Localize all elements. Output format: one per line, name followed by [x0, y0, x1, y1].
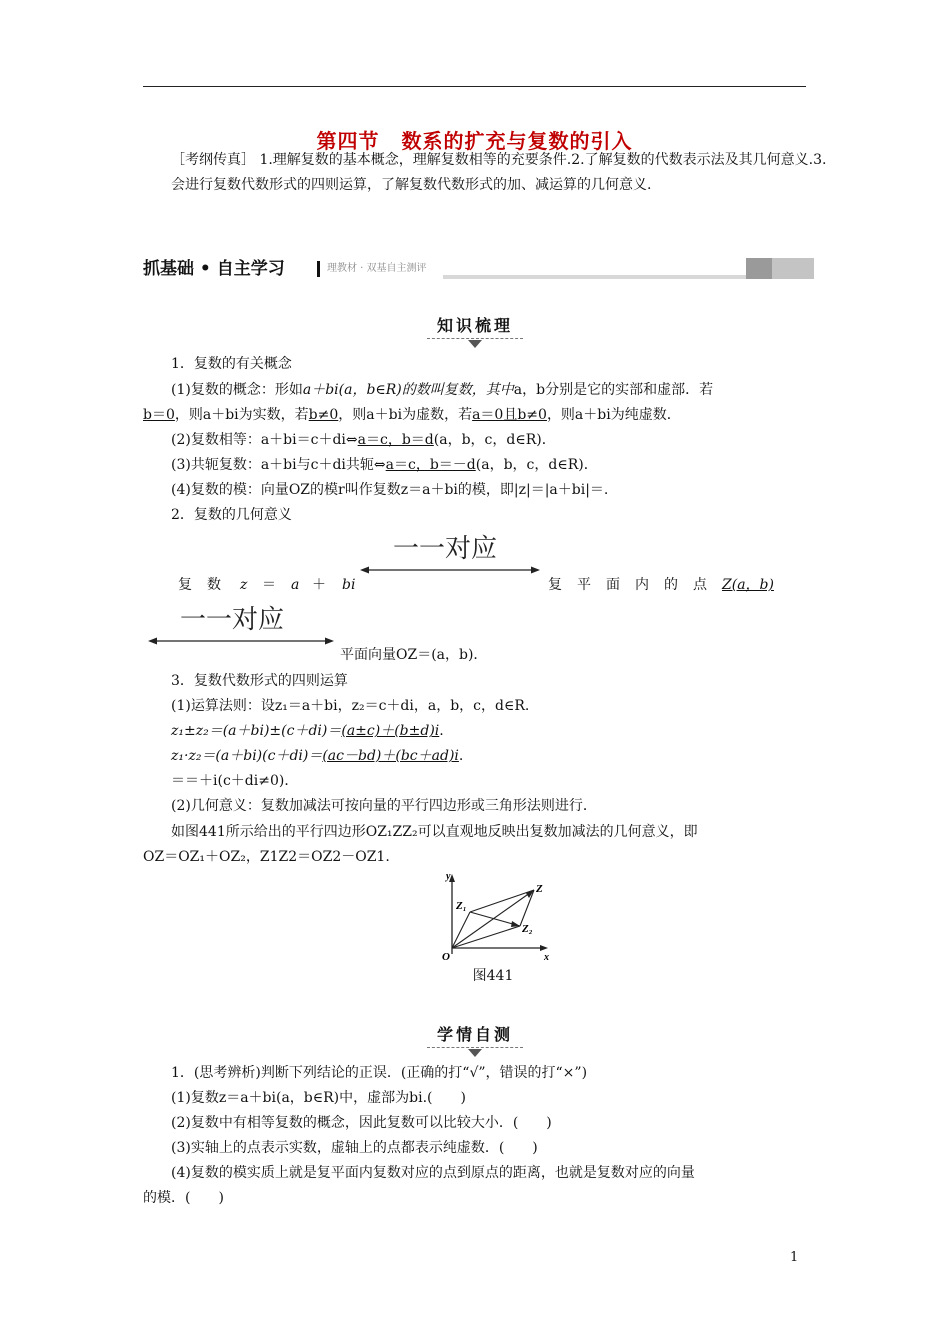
answer-blank: (a±c)＋(b±d)i: [341, 723, 440, 739]
text-run: z₁±z₂＝(a＋bi)±(c＋di)＝: [171, 723, 342, 739]
text-run: a: [291, 577, 300, 593]
modulus-line: (4)复数的模：向量OZ的模r叫作复数z＝a＋bi的模，即|z|＝|a＋bi|＝.: [171, 482, 609, 498]
point-z2-label: Z₂: [522, 923, 533, 935]
text-run: (2)复数相等：a＋bi＝c＋di⇔: [171, 432, 358, 448]
division-line: ＝＝＋i(c＋di≠0)．: [171, 773, 299, 789]
addition-line: [143, 719, 834, 744]
heading-dash: [427, 1047, 523, 1048]
text-run: 平: [577, 577, 591, 593]
knowledge-heading-label: 知识梳理: [436, 316, 513, 335]
text-run: z: [240, 577, 248, 593]
multiplication-line: [143, 744, 834, 769]
figure-caption: 图441: [472, 968, 514, 984]
vector-sum-line: OZ＝OZ₁＋OZ₂，Z1Z2＝OZ2－OZ1.: [143, 849, 390, 865]
parallelogram-figure: [432, 872, 552, 964]
self-test-heading-label: 学情自测: [436, 1025, 513, 1044]
text-run: ＋: [312, 577, 326, 593]
statement-1: (1)复数z＝a＋bi(a，b∈R)中，虚部为bi.( ): [171, 1090, 466, 1106]
question-1: 1．(思考辨析)判断下列结论的正误．(正确的打“√”，错误的打“×”): [171, 1065, 588, 1081]
answer-blank: a＝c，b＝－d: [385, 457, 476, 473]
text-run: a，b分别是它的实部和虚部．若: [513, 382, 714, 398]
page-number: 1: [790, 1250, 799, 1265]
answer-blank: (ac－bd)＋(bc＋ad)i: [322, 748, 459, 764]
axis-label-y: y: [446, 872, 451, 882]
complex-number-label: [178, 573, 358, 598]
rule-line: (1)运算法则：设z₁＝a＋bi，z₂＝c＋di，a，b，c，d∈R.: [171, 698, 530, 714]
correspondence-label-2: 一一对应: [180, 605, 285, 635]
heading-marker-icon: [468, 340, 482, 348]
x-axis-arrow-icon: [540, 945, 548, 951]
text-run: (3)共轭复数：a＋bi与c＋di共轭⇔: [171, 457, 386, 473]
title-topic: 数系的扩充与复数的引入: [401, 129, 633, 153]
double-arrow-1-icon: [360, 565, 540, 575]
title-section-number: 第四节: [316, 129, 380, 153]
answer-blank: a＝c，b＝d: [357, 432, 434, 448]
text-run: 内: [635, 577, 649, 593]
statement-3: (3)实轴上的点表示实数，虚轴上的点都表示纯虚数．( ): [171, 1140, 538, 1156]
edge-z1z: [470, 890, 534, 912]
geometry-heading: 2．复数的几何意义: [171, 507, 292, 523]
text-run: ，则a＋bi为实数，若: [174, 407, 309, 423]
text-run: ，则a＋bi为虚数，若: [338, 407, 473, 423]
band-divider: [317, 261, 320, 277]
text-run: 复: [178, 577, 192, 593]
equality-line: [143, 428, 834, 453]
band-subtitle: 理教材 · 双基自主测评: [327, 263, 427, 274]
origin-label: O: [442, 951, 450, 963]
statement-2: (2)复数中有相等复数的概念，因此复数可以比较大小．( ): [171, 1115, 552, 1131]
text-run: 点: [693, 577, 707, 593]
point-z1-label: Z₁: [456, 900, 467, 912]
kaogang-tag: ［考纲传真］: [171, 152, 255, 168]
vector-oz2: [452, 926, 520, 948]
text-run: 面: [606, 577, 620, 593]
conjugate-line: [143, 453, 834, 478]
plane-vector-label: 平面向量OZ＝(a，b)．: [340, 647, 488, 663]
knowledge-heading: [400, 313, 550, 348]
text-run: z₁·z₂＝(a＋bi)(c＋di)＝: [171, 748, 323, 764]
concept-line-1: [143, 378, 834, 403]
text-run: 的: [664, 577, 678, 593]
band-block-dark: [746, 258, 772, 279]
text-run: 数: [207, 577, 221, 593]
text-run: .: [439, 723, 444, 739]
text-run: ＝: [262, 577, 276, 593]
correspondence-label-1: 一一对应: [393, 534, 498, 564]
text-run: (a，b，c，d∈R)．: [475, 457, 598, 473]
text-run: bi: [342, 577, 356, 593]
header-rule: [143, 86, 806, 87]
concept-heading: 1．复数的有关概念: [171, 356, 292, 372]
answer-blank: a＝0且b≠0: [472, 407, 547, 423]
kaogang-paragraph: [143, 148, 834, 198]
text-run: 复: [548, 577, 562, 593]
arrowhead-icon: [511, 921, 520, 927]
answer-blank: Z(a，b): [722, 577, 774, 593]
statement-4: (4)复数的模实质上就是复平面内复数对应的点到原点的距离，也就是复数对应的向量: [171, 1165, 695, 1181]
geometric-meaning-line: (2)几何意义：复数加减法可按向量的平行四边形或三角形法则进行．: [171, 798, 597, 814]
kaogang-text: 1.理解复数的基本概念，理解复数相等的充要条件.2.了解复数的代数表示法及其几何意义.3.会进行复数代数形式的四则运算，了解复数代数形式的加、减运算的几何意义.: [171, 152, 827, 193]
self-test-heading: [400, 1022, 550, 1057]
heading-dash: [427, 338, 523, 339]
concept-line-2: [143, 403, 806, 428]
heading-marker-icon: [468, 1049, 482, 1057]
point-z-label: Z: [536, 883, 543, 895]
band-block-light: [772, 258, 814, 279]
answer-blank: b≠0: [308, 407, 339, 423]
axis-label-x: x: [544, 952, 549, 963]
text-run: ，则a＋bi为纯虚数．: [546, 407, 681, 423]
statement-4-cont: 的模．( ): [143, 1190, 224, 1206]
text-run: (1)复数的概念：形如: [171, 382, 303, 398]
parallelogram-line: 如图441所示给出的平行四边形OZ₁ZZ₂可以直观地反映出复数加减法的几何意义，即: [171, 824, 698, 840]
text-run: (a，b，c，d∈R)．: [433, 432, 556, 448]
double-arrow-2-icon: [148, 636, 334, 646]
text-run: a＋bi(a，b∈R)的数叫复数，其中: [302, 382, 514, 398]
arithmetic-heading: 3．复数代数形式的四则运算: [171, 673, 348, 689]
band-main-title: 抓基础 • 自主学习: [143, 259, 285, 279]
answer-blank: b＝0: [143, 407, 175, 423]
text-run: .: [458, 748, 464, 764]
complex-plane-point-label: [548, 573, 806, 598]
section-band: [143, 258, 814, 280]
